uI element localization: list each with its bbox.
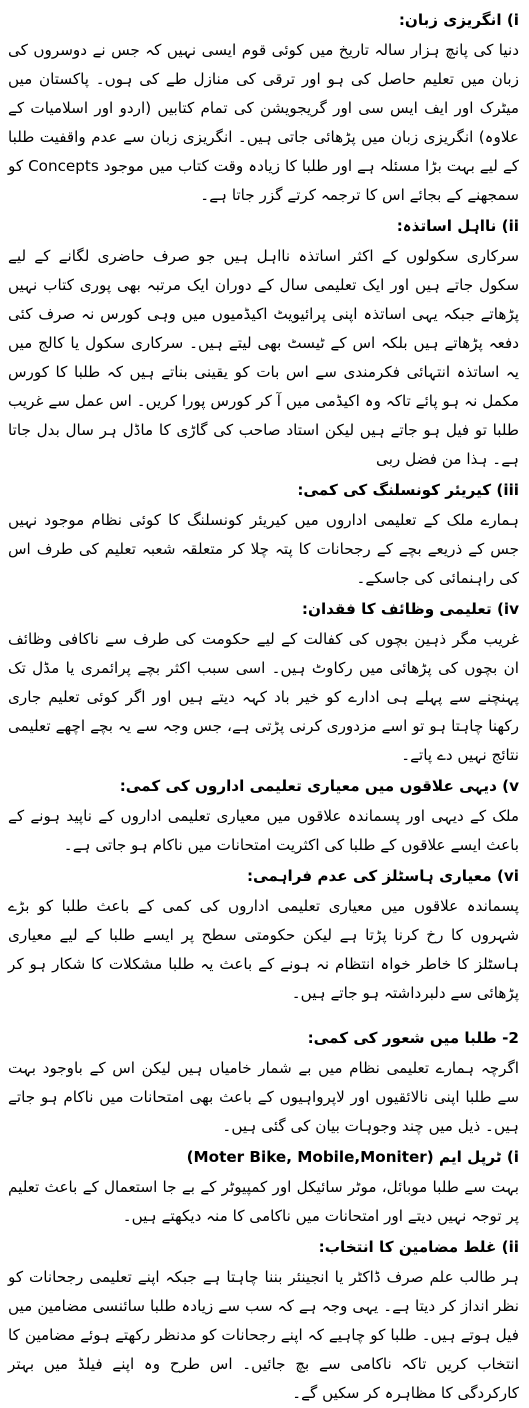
paragraph-triple-m: بہت سے طلبا موبائل، موٹر سائیکل اور کمپیوٹر کے بے جا استعمال کے باعث تعلیم پر توجہ نہیں دیتے اور امتحانات میں ناکامی کا منہ دیکھتے ہیں۔ [8, 1178, 519, 1225]
paragraph-scholarships: غریب مگر ذہین بچوں کی کفالت کے لیے حکومت کی طرف سے ناکافی وظائف ان بچوں کی پڑھائی میں رکاوٹ ہیں۔ اسی سبب اکثر بچے پرائمری یا مڈل تک پہنچنے سے پہلے ہی ادارے کو خیر باد کہہ دیتے ہیں اور اگر کوئی تعلیم جاری رکھنا چاہتا ہو تو اسے مزدوری کرنی پڑتی ہے، جس وجہ سے یہ بچے اچھے تعلیمی نتائج نہیں دے پاتے۔ [8, 630, 519, 764]
paragraph-hostels: پسماندہ علاقوں میں معیاری تعلیمی اداروں کی کمی کے باعث طلبا کو بڑے شہروں کا رخ کرنا پڑتا ہے لیکن حکومتی سطح پر ایسے طلبا کے لیے معیاری ہاسٹلز کا خاطر خواہ انتظام نہ ہونے کے باعث یہ طلبا مشکلات کا شکار ہو کر پڑھائی سے دلبرداشتہ ہو جاتے ہیں۔ [8, 897, 519, 1002]
paragraph-student-awareness: اگرچہ ہمارے تعلیمی نظام میں بے شمار خامیاں ہیں لیکن اس کے باوجود بہت سے طلبا اپنی نالائقیوں اور لاپرواہیوں کے باعث بھی امتحانات میں ناکام ہو جاتے ہیں۔ ذیل میں چند وجوہات بیان کی گئی ہیں۔ [8, 1059, 519, 1135]
heading-english-language: i) انگریزی زبان: [398, 11, 519, 29]
section-spacer [8, 1012, 519, 1024]
paragraph-incompetent-teachers: سرکاری سکولوں کے اکثر اساتذہ نااہل ہیں جو صرف حاضری لگانے کے لیے سکول جاتے ہیں اور ایک تعلیمی سال کے دوران ایک مرتبہ بھی پوری کتاب نہیں پڑھاتے جبکہ یہی اساتذہ اپنی پرائیویٹ اکیڈمیوں میں وہی کورس نہ صرف کئی دفعہ پڑھاتے ہیں بلکہ اس کے ٹیسٹ بھی لیتے ہیں۔ سرکاری سکول یا کالج میں یہ اساتذہ انتہائی فکرمندی سے اس بات کو یقینی بناتے ہیں کہ طلبا کا کورس مکمل نہ ہو پائے تاکہ وہ اکیڈمی میں آ کر کورس پورا کریں۔ اس عمل سے غریب طلبا تو فیل ہو جاتے ہیں لیکن استاد صاحب کی گاڑی کا ماڈل ہر سال بدل جاتا ہے۔ ہذا من فضل ربی [8, 247, 519, 468]
heading-career-counseling: iii) کیریئر کونسلنگ کی کمی: [297, 481, 519, 499]
paragraph-rural-institutions: ملک کے دیہی اور پسماندہ علاقوں میں معیاری تعلیمی اداروں کے ناپید ہونے کے باعث ایسے علاقوں کے طلبا کی اکثریت امتحانات میں ناکام ہو جاتی ہے۔ [8, 807, 519, 854]
heading-student-awareness: 2- طلبا میں شعور کی کمی: [307, 1029, 519, 1047]
heading-incompetent-teachers: ii) نااہل اساتذہ: [396, 217, 519, 235]
paragraph-career-counseling: ہمارے ملک کے تعلیمی اداروں میں کیریئر کونسلنگ کا کوئی نظام موجود نہیں جس کے ذریعے بچے کے رجحانات کا پتہ چلا کر متعلقہ شعبہ تعلیم کی طرف اس کی راہنمائی کی جاسکے۔ [8, 511, 519, 587]
paragraph-wrong-subjects: ہر طالب علم صرف ڈاکٹر یا انجینئر بننا چاہتا ہے جبکہ اپنے تعلیمی رجحانات کو نظر انداز کر دیتا ہے۔ یہی وجہ ہے کہ سب سے زیادہ طلبا سائنسی مضامین میں فیل ہوتے ہیں۔ طلبا کو چاہیے کہ اپنے رجحانات کو مدنظر رکھتے ہوئے مضامین کا انتخاب کریں تاکہ ناکامی سے بچ جائیں۔ اس طرح وہ اپنے فیلڈ میں بہتر کارکردگی کا مظاہرہ کر سکیں گے۔ [8, 1268, 519, 1402]
heading-triple-m-urdu: i) ٹرپل ایم [439, 1148, 519, 1166]
heading-rural-institutions: v) دیہی علاقوں میں معیاری تعلیمی اداروں کی کمی: [119, 777, 519, 795]
heading-triple-m-english: (Moter Bike, Mobile,Moniter) [186, 1148, 434, 1166]
heading-scholarships: iv) تعلیمی وظائف کا فقدان: [301, 600, 519, 618]
heading-wrong-subjects: ii) غلط مضامین کا انتخاب: [318, 1238, 519, 1256]
heading-hostels: vi) معیاری ہاسٹلز کی عدم فراہمی: [246, 867, 519, 885]
paragraph-english-language: دنیا کی پانچ ہزار سالہ تاریخ میں کوئی قوم ایسی نہیں کہ جس نے دوسروں کی زبان میں تعلیم حاصل کی ہو اور ترقی کی منازل طے کی ہوں۔ پاکستان میں میٹرک اور ایف ایس سی اور گریجویشن کی تمام کتابیں (اردو اور اسلامیات کے علاوہ) انگریزی زبان میں پڑھائی جاتی ہیں۔ انگریزی زبان سے عدم واقفیت طلبا کے لیے بہت بڑا مسئلہ ہے اور طلبا کا زیادہ وقت کتاب میں موجود Concepts کو سمجھنے کے بجائے اس کا ترجمہ کرتے گزر جاتا ہے۔ [8, 41, 520, 204]
heading-triple-m [8, 1145, 519, 1170]
